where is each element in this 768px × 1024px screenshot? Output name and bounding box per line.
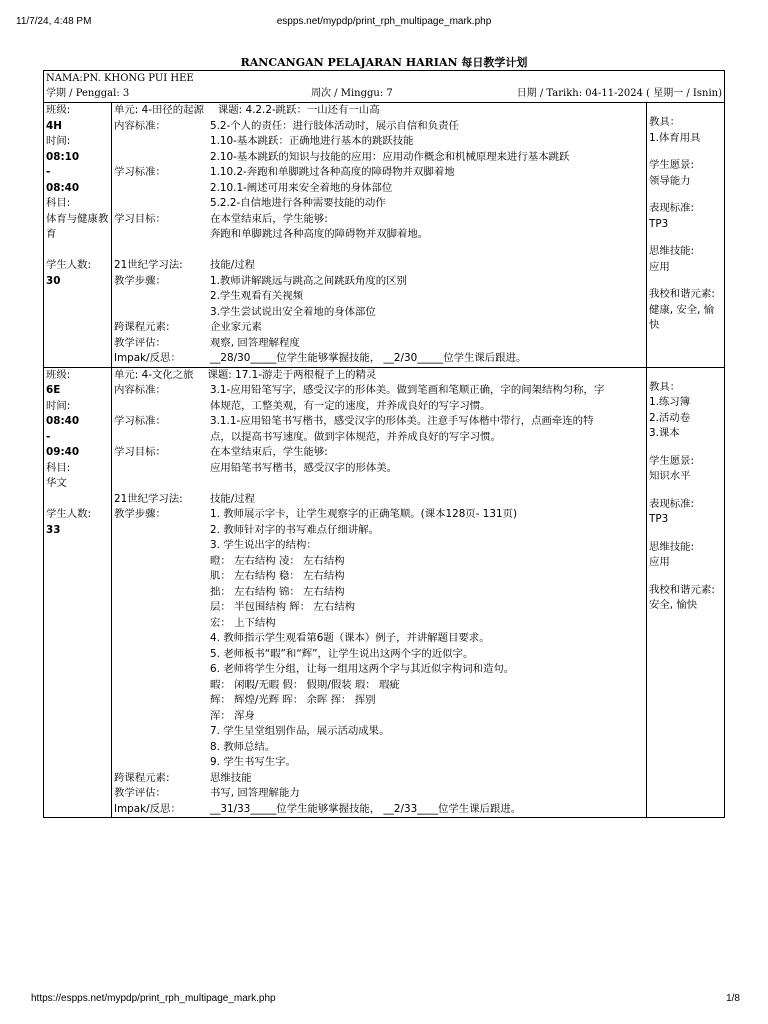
standard-label: 表现标准:	[649, 202, 695, 214]
lesson-content-cell	[112, 103, 647, 368]
spacer	[649, 485, 722, 497]
row-label: 21世纪学习法:	[114, 492, 183, 505]
row-label	[114, 196, 210, 212]
lesson-topic: 课题: 4.2.2-跳跃：一山还有一山高	[217, 104, 380, 116]
print-page-title: espps.net/mypdp/print_rph_multipage_mark.php	[276, 16, 492, 27]
row-text: 4. 教师指示学生观看第6题（课本）例子，并讲解题目要求。	[210, 632, 490, 644]
row-text: 奔跑和单脚跳过各种高度的障碍物并双脚着地。	[210, 228, 429, 240]
unit-line	[114, 368, 644, 384]
row-label: 教学步骤：	[114, 274, 166, 287]
row-label	[114, 647, 210, 663]
row-label	[114, 399, 210, 415]
row-text: 瞪： 左右结构 凌： 左右结构	[210, 554, 345, 567]
row-label	[114, 538, 210, 554]
students-value: 33	[46, 523, 61, 536]
content-row	[114, 351, 644, 367]
content-row	[114, 399, 644, 415]
content-row	[114, 538, 644, 554]
resources-cell	[647, 103, 725, 368]
semester-label: 学期 / Penggal: 3	[46, 88, 130, 99]
standard-value: TP3	[649, 513, 669, 525]
row-label	[114, 600, 210, 616]
row-text: 5.2-个人的责任：进行肢体活动时，展示自信和负责任	[210, 119, 459, 132]
standard-label: 表现标准:	[649, 497, 695, 510]
teacher-info-cell	[44, 71, 725, 103]
content-row	[114, 165, 644, 181]
class-label: 班级:	[46, 104, 71, 116]
print-datetime: 11/7/24, 4:48 PM	[16, 16, 92, 27]
content-row	[114, 662, 644, 678]
row-text: 7. 学生呈堂组别作品，展示活动成果。	[210, 725, 390, 737]
class-value: 6E	[46, 384, 61, 396]
thinking-label: 思维技能:	[649, 540, 695, 553]
row-label	[114, 430, 210, 446]
row-text: 辉： 辉煌/光辉 晖： 余晖 挥： 挥别	[210, 694, 376, 706]
time-label: 时间:	[46, 135, 71, 147]
vision-value: 知识水平	[649, 470, 691, 482]
vision-label: 学生愿景:	[649, 454, 695, 467]
row-label	[114, 289, 210, 305]
row-text: 1.10-基本跳跃：正确地进行基本的跳跃技能	[210, 135, 414, 147]
vision-label: 学生愿景:	[649, 159, 695, 171]
row-text: 点，以提高书写速度。做到字体规范，并养成良好的写字习惯。	[210, 430, 501, 443]
row-label: Impak/反思：	[114, 802, 181, 815]
row-label	[114, 755, 210, 771]
row-text: 2.10-基本跳跃的知识与技能的应用：应用动作概念和机械原理来进行基本跳跃	[210, 150, 570, 163]
content-row	[114, 616, 644, 632]
schedule-info	[46, 86, 722, 101]
content-row	[114, 196, 644, 212]
row-text: 3.学生尝试说出安全着地的身体部位	[210, 305, 376, 318]
row-text: 观察, 回答理解程度	[210, 336, 300, 349]
content-row	[114, 212, 644, 228]
spacer	[649, 146, 722, 158]
materials-item: 2.活动卷	[649, 411, 691, 424]
row-label	[114, 616, 210, 632]
row-text: __31/33_____位学生能够掌握技能， __2/33____位学生课后跟进。	[210, 802, 522, 815]
row-label	[114, 305, 210, 321]
elements-label: 我校和谐元素:	[649, 583, 715, 596]
content-row	[114, 414, 644, 430]
content-row	[114, 786, 644, 802]
row-text: 企业家元素	[210, 321, 262, 333]
row-text: 6. 老师将学生分组，让每一组用这两个字与其近似字构词和造句。	[210, 663, 515, 675]
spacer	[649, 189, 722, 201]
elements-value: 安全, 愉快	[649, 599, 698, 611]
lesson-plan-table	[43, 70, 725, 818]
content-row	[114, 461, 644, 477]
row-label	[114, 724, 210, 740]
row-text: 1.教师讲解跳远与跳高之间跳跃角度的区别	[210, 274, 407, 287]
content-row	[114, 336, 644, 352]
spacer	[649, 368, 722, 380]
print-header	[0, 16, 768, 30]
materials-item: 1.练习簿	[649, 396, 691, 408]
row-text: 书写, 回答理解能力	[210, 787, 300, 799]
row-label: 教学评估：	[114, 336, 166, 349]
class-label: 班级:	[46, 368, 71, 381]
content-row	[114, 492, 644, 508]
content-row	[114, 755, 644, 771]
content-row	[114, 119, 644, 135]
subject-value: 体育与健康教育	[46, 212, 109, 240]
content-row	[114, 258, 644, 274]
row-text: 2. 教师针对字的书写难点仔细讲解。	[210, 523, 380, 536]
unit-line	[114, 103, 644, 119]
row-label	[114, 523, 210, 539]
content-row	[114, 383, 644, 399]
spacer	[649, 571, 722, 583]
content-row	[114, 243, 644, 259]
content-row	[114, 554, 644, 570]
subject-label: 科目:	[46, 197, 71, 209]
row-text: 8. 教师总结。	[210, 740, 276, 753]
row-label	[114, 476, 210, 492]
content-row	[114, 523, 644, 539]
content-row	[114, 507, 644, 523]
row-label	[114, 585, 210, 601]
content-row	[114, 724, 644, 740]
row-text: 在本堂结束后，学生能够:	[210, 446, 328, 458]
row-label	[114, 631, 210, 647]
date-label: 日期 / Tarikh: 04-11-2024 ( 星期一 / Isnin)	[516, 88, 722, 99]
time-start: 08:40	[46, 415, 80, 427]
content-row	[114, 600, 644, 616]
students-value: 30	[46, 274, 61, 287]
row-label	[114, 709, 210, 725]
students-label: 学生人数:	[46, 259, 92, 271]
row-text: 技能/过程	[210, 492, 256, 505]
row-label: 学习标准：	[114, 166, 166, 178]
row-label: 学习目标：	[114, 212, 166, 225]
subject-label: 科目:	[46, 461, 71, 474]
row-label	[114, 134, 210, 150]
time-end: 08:40	[46, 181, 80, 194]
row-text: 肌： 左右结构 稳： 左右结构	[210, 570, 345, 582]
thinking-value: 应用	[649, 260, 670, 273]
content-row	[114, 740, 644, 756]
row-text: 技能/过程	[210, 259, 256, 271]
subject-value: 华文	[46, 477, 67, 489]
spacer	[649, 275, 722, 287]
content-row	[114, 693, 644, 709]
content-row	[114, 476, 644, 492]
content-row	[114, 709, 644, 725]
time-dash: -	[46, 166, 51, 178]
class-info-cell	[44, 103, 112, 368]
content-row	[114, 227, 644, 243]
content-row	[114, 305, 644, 321]
thinking-label: 思维技能:	[649, 245, 695, 257]
print-footer	[0, 993, 768, 1007]
vision-value: 领导能力	[649, 174, 691, 187]
class-info-cell	[44, 367, 112, 818]
row-text: 应用铅笔书写楷书，感受汉字的形体美。	[210, 461, 398, 474]
content-row	[114, 647, 644, 663]
row-label: 21世纪学习法:	[114, 259, 183, 271]
materials-label: 教具：	[649, 380, 681, 393]
row-label	[114, 150, 210, 166]
row-label: 跨课程元素:	[114, 771, 170, 784]
lesson-content-cell	[112, 367, 647, 818]
content-row	[114, 445, 644, 461]
content-row	[114, 585, 644, 601]
week-label: 周次 / Minggu: 7	[311, 88, 393, 99]
row-text: 拙： 左右结构 锦： 左右结构	[210, 585, 345, 598]
row-label: 内容标准：	[114, 384, 166, 396]
row-label	[114, 243, 210, 259]
row-text: 5.2.2-自信地进行各种需要技能的动作	[210, 197, 386, 209]
thinking-value: 应用	[649, 556, 670, 568]
row-text: __28/30_____位学生能够掌握技能， __2/30_____位学生课后跟进。	[210, 352, 527, 364]
spacer	[649, 232, 722, 244]
document-title: RANCANGAN PELAJARAN HARIAN 每日教学计划	[240, 56, 528, 69]
content-row	[114, 678, 644, 694]
materials-label: 教具：	[649, 116, 681, 128]
row-text: 3.1-应用铅笔写字，感受汉字的形体美。做到笔画和笔顺正确，字的间架结构匀称，字	[210, 384, 605, 396]
content-row	[114, 631, 644, 647]
lesson-row	[44, 367, 725, 818]
row-label: Impak/反思：	[114, 352, 181, 364]
content-row	[114, 289, 644, 305]
row-label	[114, 227, 210, 243]
row-label	[114, 554, 210, 570]
time-dash: -	[46, 430, 51, 443]
spacer	[649, 103, 722, 115]
row-text: 2.10.1-阐述可用来安全着地的身体部位	[210, 181, 393, 194]
row-label: 跨课程元素:	[114, 321, 170, 333]
row-text: 9. 学生书写生字。	[210, 756, 296, 768]
print-url: https://espps.net/mypdp/print_rph_multipage_mark.php	[31, 993, 276, 1004]
lesson-topic: 课题: 17.1-游走于两根棍子上的精灵	[207, 368, 377, 381]
content-row	[114, 134, 644, 150]
content-row	[114, 150, 644, 166]
content-row	[114, 802, 644, 818]
row-label: 学习目标：	[114, 446, 166, 458]
row-label: 学习标准：	[114, 415, 166, 427]
row-text: 浑： 浑身	[210, 709, 255, 722]
row-text: 宏： 上下结构	[210, 616, 276, 629]
class-value: 4H	[46, 119, 62, 132]
row-label	[114, 740, 210, 756]
row-text	[210, 476, 644, 492]
spacer	[649, 442, 722, 454]
content-row	[114, 320, 644, 336]
row-text: 1.10.2-奔跑和单脚跳过各种高度的障碍物并双脚着地	[210, 166, 455, 178]
content-row	[114, 181, 644, 197]
resources-cell	[647, 367, 725, 818]
row-label: 教学步骤：	[114, 508, 166, 520]
row-label	[114, 569, 210, 585]
lesson-row	[44, 103, 725, 368]
content-row	[114, 569, 644, 585]
spacer	[46, 243, 109, 259]
content-row	[114, 430, 644, 446]
unit-name: 单元: 4-田径的起源	[114, 104, 204, 116]
time-start: 08:10	[46, 150, 80, 163]
row-label	[114, 181, 210, 197]
elements-label: 我校和谐元素:	[649, 288, 715, 300]
row-text: 体规范，工整美观，有一定的速度，并养成良好的写字习惯。	[210, 399, 491, 412]
teacher-info-row	[44, 71, 725, 103]
students-label: 学生人数:	[46, 508, 92, 520]
row-label	[114, 678, 210, 694]
content-row	[114, 274, 644, 290]
row-text	[210, 243, 644, 259]
materials-item: 3.课本	[649, 427, 680, 439]
row-label: 教学评估：	[114, 787, 166, 799]
row-label	[114, 461, 210, 477]
spacer	[46, 492, 109, 508]
content-row	[114, 771, 644, 787]
spacer	[649, 528, 722, 540]
row-text: 在本堂结束后，学生能够:	[210, 212, 328, 225]
row-text: 1. 教师展示字卡，让学生观察字的正确笔顺。(课本128页- 131页)	[210, 508, 518, 520]
row-label: 内容标准：	[114, 119, 166, 132]
row-label	[114, 662, 210, 678]
page-number: 1/8	[726, 993, 740, 1004]
row-text: 3. 学生说出字的结构：	[210, 539, 317, 551]
row-text: 5. 老师板书“暇”和“辉”，让学生说出这两个字的近似字。	[210, 647, 474, 660]
materials-item: 1.体育用具	[649, 131, 701, 144]
row-text: 层： 半包围结构 辉： 左右结构	[210, 601, 355, 613]
time-end: 09:40	[46, 446, 80, 458]
row-text: 暇： 闲暇/无暇 假： 假期/假装 瑕： 瑕疵	[210, 678, 400, 691]
elements-value: 健康, 安全, 愉快	[649, 303, 715, 331]
standard-value: TP3	[649, 217, 669, 230]
unit-name: 单元: 4-文化之旅	[114, 368, 194, 381]
row-label	[114, 693, 210, 709]
time-label: 时间:	[46, 399, 71, 412]
teacher-name: NAMA:PN. KHONG PUI HEE	[46, 73, 194, 84]
row-text: 2.学生观看有关视频	[210, 290, 304, 302]
row-text: 思维技能	[210, 771, 252, 784]
row-text: 3.1.1-应用铅笔书写楷书，感受汉字的形体美。注意手写体楷中带行，点画牵连的特	[210, 415, 594, 427]
